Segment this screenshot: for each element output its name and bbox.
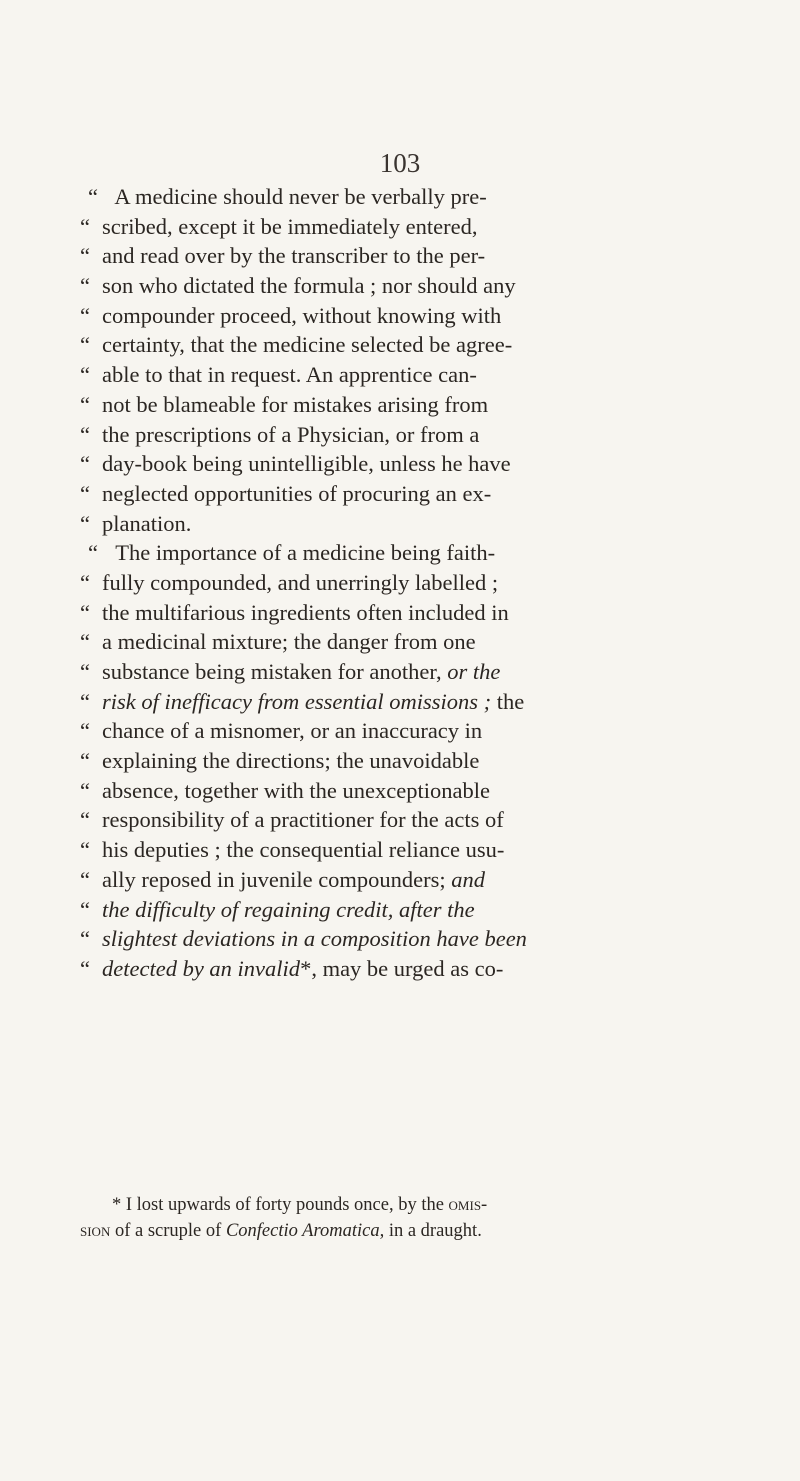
page-number: 103 xyxy=(379,148,421,178)
line-text: the multifarious ingredients often included in xyxy=(102,599,509,625)
quote-mark: “ xyxy=(80,629,90,655)
line-text: ally reposed in juvenile compounders; xyxy=(102,866,452,892)
footnote-smallcaps: sion xyxy=(80,1221,111,1241)
line-text: chance of a misnomer, or an inaccuracy in xyxy=(102,718,483,744)
quote-mark: “ xyxy=(80,273,90,299)
quote-mark: “ xyxy=(80,955,90,981)
line-text: fully compounded, and unerringly labelled ; xyxy=(102,569,499,595)
quote-mark: “ xyxy=(80,807,90,833)
text-line xyxy=(80,509,720,539)
quote-mark: “ xyxy=(80,777,90,803)
line-text: son who dictated the formula ; nor should any xyxy=(102,273,516,299)
quote-mark: “ xyxy=(80,718,90,744)
text-line xyxy=(80,301,720,331)
text-line xyxy=(80,390,720,420)
text-line xyxy=(80,627,720,657)
text-line xyxy=(80,360,720,390)
quote-mark: “ xyxy=(80,332,90,358)
line-text: day-book being unintelligible, unless he have xyxy=(102,451,511,477)
quote-mark: “ xyxy=(80,599,90,625)
text-line xyxy=(80,212,720,242)
line-text: not be blameable for mistakes arising from xyxy=(102,391,489,417)
text-line xyxy=(80,776,720,806)
text-line xyxy=(80,330,720,360)
footnote-marker: * xyxy=(112,1195,122,1215)
quote-mark: “ xyxy=(80,362,90,388)
line-text: *, may be urged as co- xyxy=(300,955,504,981)
text-line xyxy=(80,479,720,509)
text-line xyxy=(80,865,720,895)
text-line xyxy=(80,182,720,212)
footnote-smallcaps: omis- xyxy=(448,1195,488,1215)
quote-mark: “ xyxy=(80,510,90,536)
quote-mark: “ xyxy=(80,569,90,595)
text-line xyxy=(80,716,720,746)
line-text: explaining the directions; the unavoidable xyxy=(102,748,480,774)
line-text: a medicinal mixture; the danger from one xyxy=(102,629,476,655)
line-italic: slightest deviations in a composition have been xyxy=(102,926,527,952)
text-line xyxy=(80,687,720,717)
text-line xyxy=(80,746,720,776)
text-line xyxy=(80,924,720,954)
quote-mark: “ xyxy=(80,213,90,239)
text-line xyxy=(80,954,720,984)
quote-mark: “ xyxy=(80,480,90,506)
quote-mark: “ xyxy=(80,659,90,684)
line-text: scribed, except it be immediately entered, xyxy=(102,213,478,239)
text-line xyxy=(80,598,720,628)
footnote-text: I lost upwards of forty pounds once, by the xyxy=(121,1195,449,1215)
line-italic: the difficulty of regaining credit, after the xyxy=(102,896,475,922)
quote-mark: “ xyxy=(80,688,90,714)
line-text: planation. xyxy=(102,510,192,536)
text-line xyxy=(80,449,720,479)
text-line xyxy=(80,895,720,925)
quote-mark: “ xyxy=(80,421,90,447)
line-text: The importance of a medicine being faith- xyxy=(110,540,496,566)
footnote-italic: Confectio Aromatica, xyxy=(225,1221,385,1241)
footnote-text: of a scruple of xyxy=(110,1221,226,1241)
footnote-line xyxy=(80,1192,730,1218)
line-text: compounder proceed, without knowing with xyxy=(102,302,502,328)
quote-mark: “ xyxy=(80,391,90,417)
line-text: and read over by the transcriber to the per- xyxy=(102,243,486,269)
text-line xyxy=(80,271,720,301)
quote-mark: “ xyxy=(80,926,90,952)
line-italic: or the xyxy=(447,659,501,684)
text-line xyxy=(80,241,720,271)
text-line xyxy=(80,538,720,568)
body-text xyxy=(80,182,720,984)
line-text: able to that in request. An apprentice can- xyxy=(102,362,477,388)
quote-mark: “ xyxy=(80,866,90,892)
line-italic: detected by an invalid xyxy=(102,955,301,981)
line-text: A medicine should never be verbally pre- xyxy=(110,184,487,209)
footnote xyxy=(80,1192,730,1244)
text-line xyxy=(80,805,720,835)
text-line xyxy=(80,420,720,450)
line-text: responsibility of a practitioner for the acts of xyxy=(102,807,504,833)
quote-mark: “ xyxy=(88,184,98,209)
quote-mark: “ xyxy=(80,837,90,863)
line-text: his deputies ; the consequential reliance usu- xyxy=(102,837,505,863)
line-italic: and xyxy=(451,866,486,892)
footnote-text: in a draught. xyxy=(384,1221,482,1241)
line-text: absence, together with the unexceptionable xyxy=(102,777,490,803)
quote-mark: “ xyxy=(80,451,90,477)
quote-mark: “ xyxy=(80,748,90,774)
line-text: substance being mistaken for another, xyxy=(102,659,448,684)
line-text: certainty, that the medicine selected be agree- xyxy=(102,332,513,358)
quote-mark: “ xyxy=(88,540,98,566)
line-text: neglected opportunities of procuring an ex- xyxy=(102,480,492,506)
line-text: the prescriptions of a Physician, or from a xyxy=(102,421,480,447)
quote-mark: “ xyxy=(80,243,90,269)
line-text: the xyxy=(491,688,525,714)
quote-mark: “ xyxy=(80,896,90,922)
text-line xyxy=(80,835,720,865)
text-line xyxy=(80,568,720,598)
line-italic: risk of inefficacy from essential omissions ; xyxy=(102,688,492,714)
footnote-line xyxy=(80,1218,730,1244)
text-line xyxy=(80,657,720,687)
quote-mark: “ xyxy=(80,302,90,328)
